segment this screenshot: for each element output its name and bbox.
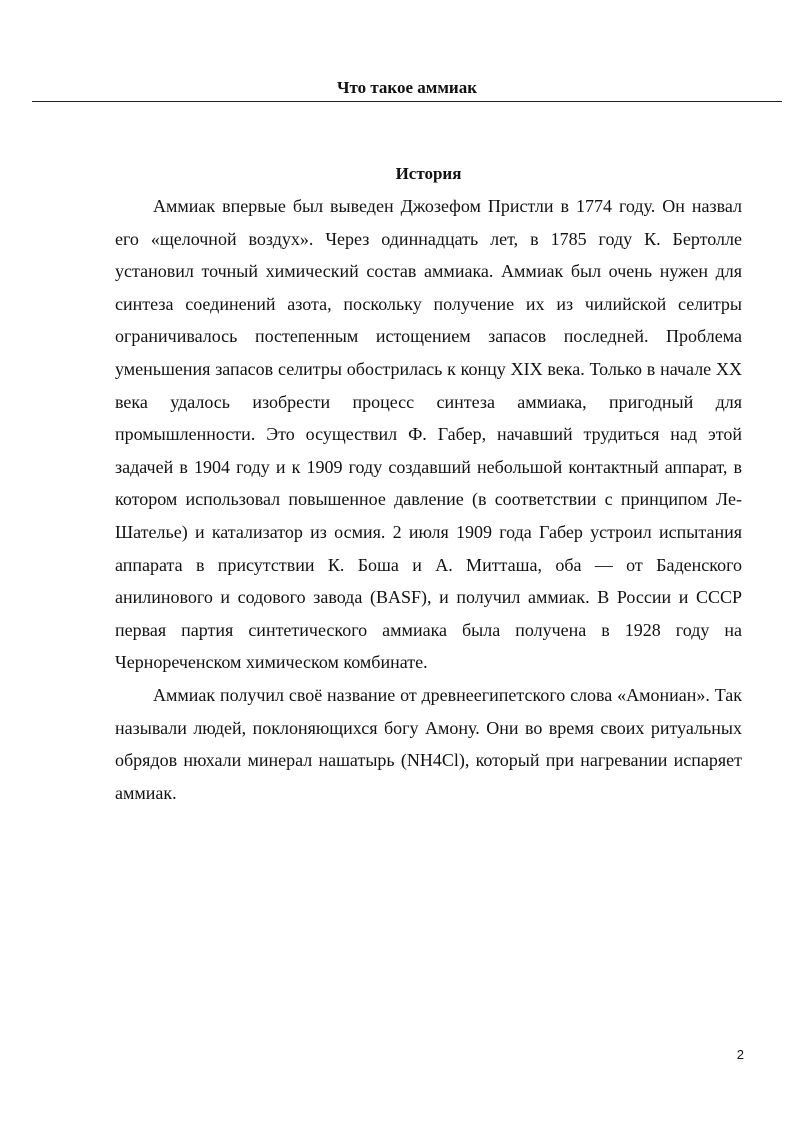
body-text [115,190,742,809]
header-divider [32,101,782,102]
running-header-title: Что такое аммиак [336,78,478,97]
paragraph-history: Аммиак впервые был выведен Джозефом Пристли в 1774 году. Он назвал его «щелочной воздух». Через одиннадцать лет, в 1785 году К. Бертолле установил точный химический состав аммиака. Аммиак был очень нужен для синтеза соединений азота, поскольку получение их из чилийской селитры ограничивалось постепенным истощением запасов последней. Проблема уменьшения запасов селитры обострилась к концу XIX века. Только в начале XX века удалось изобрести процесс синтеза аммиака, пригодный для промышленности. Это осуществил Ф. Габер, начавший трудиться над этой задачей в 1904 году и к 1909 году создавший небольшой контактный аппарат, в котором использовал повышенное давление (в соответствии с принципом Ле-Шателье) и катализатор из осмия. 2 июля 1909 года Габер устроил испытания аппарата в присутствии К. Боша и А. Митташа, оба — от Баденского анилинового и содового завода (BASF), и получил аммиак. В России и СССР первая партия синтетического аммиака была получена в 1928 году на Чернореченском химическом комбинате. [115,196,742,673]
page-number: 2 [736,1047,744,1062]
section-title: История [395,164,462,183]
paragraph-etymology: Аммиак получил своё название от древнеегипетского слова «Амониан». Так называли людей, поклоняющихся богу Амону. Они во время своих ритуальных обрядов нюхали минерал нашатырь (NH4Cl), который при нагревании испаряет аммиак. [115,684,742,803]
